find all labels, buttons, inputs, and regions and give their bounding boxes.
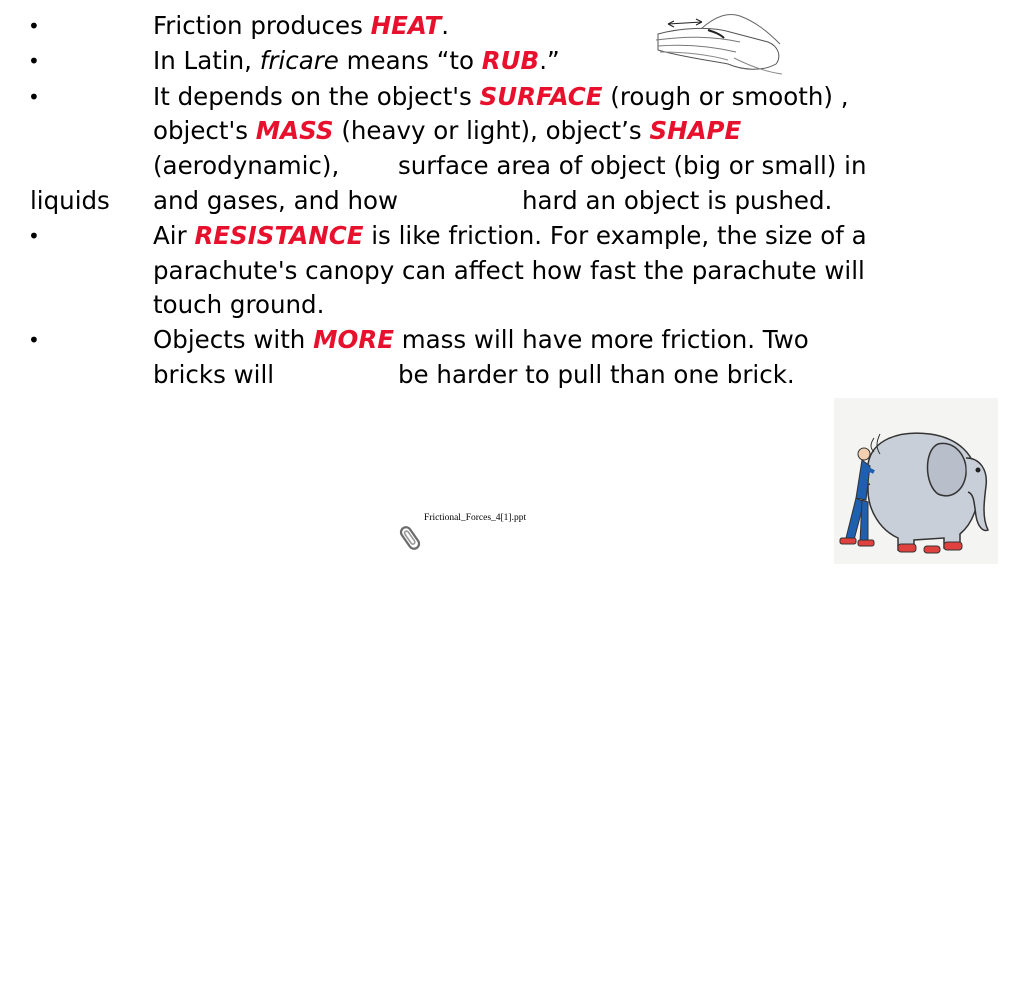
text: bricks will: [153, 360, 275, 389]
pushing-elephant-image: [834, 398, 998, 564]
text: is like friction. For example, the size of a: [363, 221, 867, 250]
text: Air: [153, 221, 195, 250]
text: liquids: [30, 186, 110, 215]
bullet-marker: •: [28, 14, 40, 38]
text: surface area of object (big or small) in: [398, 151, 867, 180]
keyword: SURFACE: [479, 82, 603, 111]
keyword: HEAT: [370, 11, 442, 40]
text: Friction produces: [153, 11, 371, 40]
text: be harder to pull than one brick.: [398, 360, 795, 389]
bullet-marker: •: [28, 85, 40, 109]
keyword: MORE: [313, 325, 394, 354]
text: parachute's canopy can affect how fast the parachute will: [153, 256, 865, 285]
rubbing-hands-image: [650, 6, 786, 82]
text: .: [441, 11, 450, 40]
text: object's: [153, 116, 256, 145]
attachment-link[interactable]: [398, 508, 538, 558]
text: touch ground.: [153, 290, 325, 319]
text: In Latin,: [153, 46, 260, 75]
text: hard an object is pushed.: [522, 186, 833, 215]
bullet-marker: •: [28, 328, 40, 352]
text: and gases, and how: [153, 186, 399, 215]
bullet-marker: •: [28, 49, 40, 73]
italic-term: fricare: [259, 46, 339, 75]
bullet-marker: •: [28, 224, 40, 248]
text: means “to: [338, 46, 482, 75]
text: (aerodynamic),: [153, 151, 340, 180]
keyword: MASS: [255, 116, 334, 145]
text: (heavy or light), object’s: [333, 116, 650, 145]
keyword: RESISTANCE: [194, 221, 364, 250]
text: (rough or smooth) ,: [602, 82, 849, 111]
keyword: RUB: [481, 46, 540, 75]
paperclip-icon: [398, 524, 422, 552]
text: .”: [539, 46, 560, 75]
text: mass will have more friction. Two: [393, 325, 809, 354]
keyword: SHAPE: [649, 116, 742, 145]
text: It depends on the object's: [153, 82, 480, 111]
text: Objects with: [153, 325, 314, 354]
attachment-filename: Frictional_Forces_4[1].ppt: [424, 513, 527, 523]
